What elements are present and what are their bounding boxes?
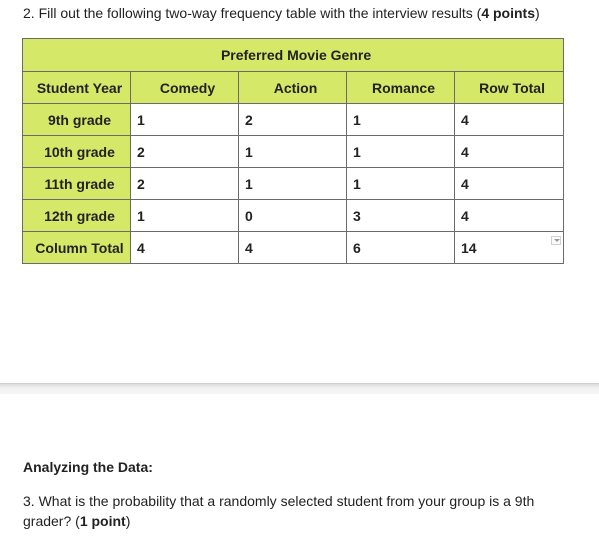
question-2-close: )	[535, 5, 540, 21]
frequency-table	[22, 38, 564, 264]
table-cell[interactable]: 3	[347, 200, 455, 232]
table-cell[interactable]: 4	[455, 200, 564, 232]
table-cell[interactable]: 1	[239, 168, 347, 200]
section-divider	[0, 383, 599, 394]
table-cell[interactable]: 1	[347, 104, 455, 136]
table-cell[interactable]: 4	[131, 232, 239, 264]
header-action: Action	[239, 72, 347, 104]
table-cell[interactable]: 1	[239, 136, 347, 168]
table-cell[interactable]: 1	[131, 200, 239, 232]
table-row	[23, 232, 564, 264]
header-row-total: Row Total	[455, 72, 564, 104]
question-2	[23, 3, 540, 23]
table-cell-grand-total[interactable]	[455, 232, 564, 264]
question-3-points: 1 point	[79, 513, 126, 529]
section-title: Analyzing the Data:	[23, 459, 153, 475]
dropdown-arrow-icon[interactable]	[551, 236, 561, 245]
row-label: 10th grade	[23, 136, 131, 168]
table-row	[23, 168, 564, 200]
table-cell[interactable]: 0	[239, 200, 347, 232]
row-label: 11th grade	[23, 168, 131, 200]
table-cell[interactable]: 2	[131, 136, 239, 168]
table-title: Preferred Movie Genre	[23, 39, 564, 72]
table-cell[interactable]: 2	[131, 168, 239, 200]
row-label: 9th grade	[23, 104, 131, 136]
row-label: 12th grade	[23, 200, 131, 232]
table-cell[interactable]: 4	[455, 136, 564, 168]
table-cell[interactable]: 1	[347, 168, 455, 200]
question-3-text: 3. What is the probability that a randomly selected student from your group is a 9th grader? (	[23, 493, 535, 529]
table-row	[23, 200, 564, 232]
table-cell[interactable]: 2	[239, 104, 347, 136]
question-2-text: 2. Fill out the following two-way frequency table with the interview results (	[23, 5, 482, 21]
row-label: Column Total	[23, 232, 131, 264]
question-3	[23, 491, 583, 531]
header-student-year: Student Year	[23, 72, 131, 104]
header-romance: Romance	[347, 72, 455, 104]
table-row	[23, 104, 564, 136]
grand-total-value: 14	[461, 239, 477, 256]
table-cell[interactable]: 1	[347, 136, 455, 168]
table-cell[interactable]: 4	[455, 168, 564, 200]
table-row	[23, 136, 564, 168]
question-2-points: 4 points	[481, 5, 535, 21]
question-3-close: )	[125, 513, 131, 529]
table-cell[interactable]: 1	[131, 104, 239, 136]
table-cell[interactable]: 6	[347, 232, 455, 264]
header-comedy: Comedy	[131, 72, 239, 104]
table-cell[interactable]: 4	[239, 232, 347, 264]
table-cell[interactable]: 4	[455, 104, 564, 136]
